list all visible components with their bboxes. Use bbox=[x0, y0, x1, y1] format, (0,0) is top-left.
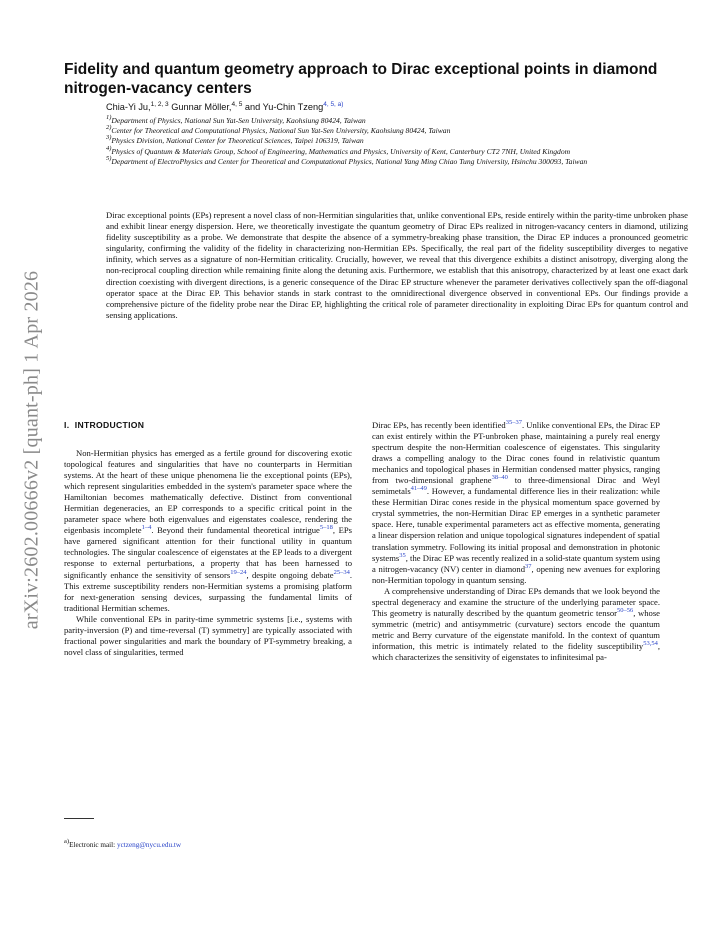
citation-link[interactable]: 37 bbox=[525, 562, 532, 570]
affiliation bbox=[106, 116, 666, 126]
body-text: , opening new avenues for exploring non-Hermitian topology in quantum sensing. bbox=[372, 563, 660, 585]
right-column bbox=[372, 420, 660, 663]
paper-title: Fidelity and quantum geometry approach to Dirac exceptional points in diamond nitrogen-vacancy centers bbox=[64, 61, 658, 97]
affiliation-text: Center for Theoretical and Computational Physics, National Sun Yat-Sen University, Kaohsiung 80424, Taiwan bbox=[111, 126, 451, 136]
abstract: Dirac exceptional points (EPs) represent a novel class of non-Hermitian singularities that, unlike conventional EPs, reside entirely within the parity-time unbroken phase and exhibit linear energy dispersion. Here, we theoretically investigate the quantum geometry of Dirac EPs realized in nitrogen-vacancy centers in diamond, utilizing fidelity susceptibility as a probe. We demonstrate that despite the absence of a symmetry-breaking phase transition, the Dirac EP induces a pronounced geometric singularity, confirming the validity of the fidelity in characterizing non-Hermitian EPs. Specifically, the real part of the fidelity susceptibility diverges to negative infinity, which serves as a signature of non-Hermitian criticality. Crucially, however, we reveal that this divergence exhibits a distinct anisotropy, diverging along the non-reciprocal coupling direction while remaining finite along the detuning axis. Furthermore, we establish that this anisotropy, characterized by at least one exact dark direction coexisting with divergent directions, is a generic consequence of the Dirac EP structure whenever the parameter derivatives collectively span the off-diagonal operator space at the Dirac EP. This behavior stands in stark contrast to the omnidirectional divergence observed in conventional EPs. Our findings provide a comprehensive picture of the fidelity probe near the Dirac EP, highlighting the critical role of parameter directionality in exploiting Dirac EPs for quantum control and sensing applications. bbox=[106, 210, 688, 320]
author-conjunction: and bbox=[242, 102, 263, 112]
citation-link[interactable]: 25–34 bbox=[333, 568, 350, 576]
intro-paragraph: While conventional EPs in parity-time symmetric systems [i.e., systems with parity-inversion (P) and time-reversal (T) symmetry] are typically associated with fractional power singularities and mark the boundary of PT-symmetry breaking, a novel class of singularities, termed bbox=[64, 613, 352, 657]
citation-link[interactable]: 50–56 bbox=[617, 606, 634, 614]
affiliation-text: Physics Division, National Center for Theoretical Sciences, Taipei 106319, Taiwan bbox=[111, 136, 364, 146]
section-number: I. bbox=[64, 420, 70, 430]
body-text: Non-Hermitian physics has emerged as a fertile ground for discovering exotic topological features and singularities that have no counterparts in Hermitian systems. At the heart of these unique phenomena lie the exceptional points (EPs), which represent singularities embedded in the system's parameter space where the Hamiltonian becomes mathematically defective. Distinct from conventional Hermitian degeneracies, an EP corresponds to a specific critical point in the parameter space where both eigenvalues and eigenstates coalesce, rendering the eigenbasis incomplete bbox=[64, 448, 352, 536]
body-text: , the Dirac EP was recently realized in a solid-state quantum system using a nitrogen-vacancy (NV) center in diamond bbox=[372, 552, 660, 574]
affiliation bbox=[106, 144, 666, 157]
affiliation-number: 3) bbox=[106, 134, 112, 142]
arxiv-identifier-text: arXiv:2602.00666v2 [quant-ph] 1 Apr 2026 bbox=[20, 270, 43, 630]
affiliation-text: Department of ElectroPhysics and Center for Theoretical and Computational Physics, National Yang Ming Chiao Tung University, Hsinchu 300093, Taiwan bbox=[111, 156, 588, 166]
citation-link[interactable]: 38–40 bbox=[491, 474, 508, 482]
affiliation bbox=[106, 136, 666, 146]
body-text: . Beyond their fundamental theoretical intrigue bbox=[151, 525, 320, 536]
affiliation bbox=[106, 154, 666, 167]
body-text: Dirac EPs, has recently been identified bbox=[372, 420, 506, 430]
footnote-marker: a) bbox=[64, 838, 70, 845]
arxiv-identifier-stamp bbox=[14, 240, 50, 660]
corresponding-author-marker-link[interactable]: 4, 5, a) bbox=[323, 101, 344, 108]
footnote-divider bbox=[64, 818, 94, 819]
body-text: , despite ongoing debate bbox=[246, 569, 334, 580]
email-link[interactable]: yctzeng@nycu.edu.tw bbox=[116, 841, 182, 849]
body-text: . This extreme susceptibility renders non-Hermitian systems a promising platform for next-generation sensing devices, surpassing the fundamental limits of traditional Hermitian schemes. bbox=[64, 569, 352, 613]
intro-paragraph bbox=[372, 420, 660, 586]
body-text: to three-dimensional Dirac and Weyl semimetals bbox=[372, 475, 660, 497]
citation-link[interactable]: 53,54 bbox=[643, 639, 658, 647]
author-list bbox=[106, 101, 666, 113]
citation-link[interactable]: 41–49 bbox=[410, 485, 427, 493]
body-text: , which characterizes the sensitivity of eigenstates to infinitesimal pa- bbox=[372, 640, 660, 662]
footnote-label: Electronic mail: bbox=[69, 841, 117, 849]
citation-link[interactable]: 5–18 bbox=[319, 524, 333, 532]
intro-paragraph bbox=[372, 586, 660, 663]
footnote bbox=[64, 838, 352, 849]
affiliation-number: 4) bbox=[106, 144, 112, 152]
intro-paragraph bbox=[64, 448, 352, 614]
author-name: Chia-Yi Ju, bbox=[106, 102, 151, 112]
affiliation bbox=[106, 126, 666, 136]
affiliation-number: 5) bbox=[106, 154, 112, 162]
body-text: , whose symmetric (metric) and antisymmetric (curvature) sectors encode the quantum metric and Berry curvature of the eigenstate manifold. In the context of quantum information, this metric is intimately related to the fidelity susceptibility bbox=[372, 607, 660, 651]
body-text: A comprehensive understanding of Dirac EPs demands that we look beyond the spectral degeneracy and examine the structure of the underlying parameter space. This geometry is naturally described by the quantum geometric tensor bbox=[372, 585, 660, 618]
body-text: , EPs have garnered significant attention for their functional utility in quantum technologies. The singular coalescence of eigenstates at the EP leads to a divergent response to external perturbations, a property that has been harnessed to significantly enhance the sensitivity of sensors bbox=[64, 525, 352, 580]
affiliation-marker: 1, 2, 3 bbox=[150, 101, 169, 108]
affiliation-text: Department of Physics, National Sun Yat-Sen University, Kaohsiung 80424, Taiwan bbox=[111, 116, 366, 125]
citation-link[interactable]: 35 bbox=[399, 551, 406, 559]
citation-link[interactable]: 1–4 bbox=[141, 524, 152, 532]
section-heading bbox=[64, 420, 352, 430]
affiliation-number: 1) bbox=[106, 114, 112, 121]
affiliation-marker: 4, 5 bbox=[231, 101, 243, 108]
affiliation-text: Physics of Quantum & Materials Group, School of Engineering, Mathematics and Physics, University of Kent, Canterbury CT2 7NH, United Kingdom bbox=[111, 146, 571, 156]
section-title: INTRODUCTION bbox=[74, 420, 145, 430]
affiliation-number: 2) bbox=[106, 124, 112, 132]
citation-link[interactable]: 19–24 bbox=[230, 568, 247, 576]
author-name: Yu-Chin Tzeng bbox=[262, 102, 324, 112]
left-column bbox=[64, 420, 352, 658]
affiliation-list bbox=[106, 116, 666, 167]
body-text: . Unlike conventional EPs, the Dirac EP can exist entirely within the PT-unbroken phase, maintaining a purely real energy spectrum despite the non-Hermitian coalescence of eigenstates. This singularity draws a compelling analogy to the Dirac cones found in relativistic quantum mechanics and topological phases in Hermitian condensed matter physics, ranging from two-dimensional graphene bbox=[372, 420, 660, 486]
author-name: Gunnar Möller, bbox=[168, 102, 232, 112]
citation-link[interactable]: 35–37 bbox=[505, 419, 522, 426]
body-text: . However, a fundamental difference lies in their realization: while these Hermitian Dirac cones reside in the physical momentum space governed by crystal symmetries, the non-Hermitian Dirac EP emerges in a synthetic parameter space. Here, tunable experimental parameters act as effective momenta, generating a linear dispersion relation and unique topological signatures independent of spatial translation symmetry. Following its initial proposal and demonstration in photonic systems bbox=[372, 486, 660, 563]
